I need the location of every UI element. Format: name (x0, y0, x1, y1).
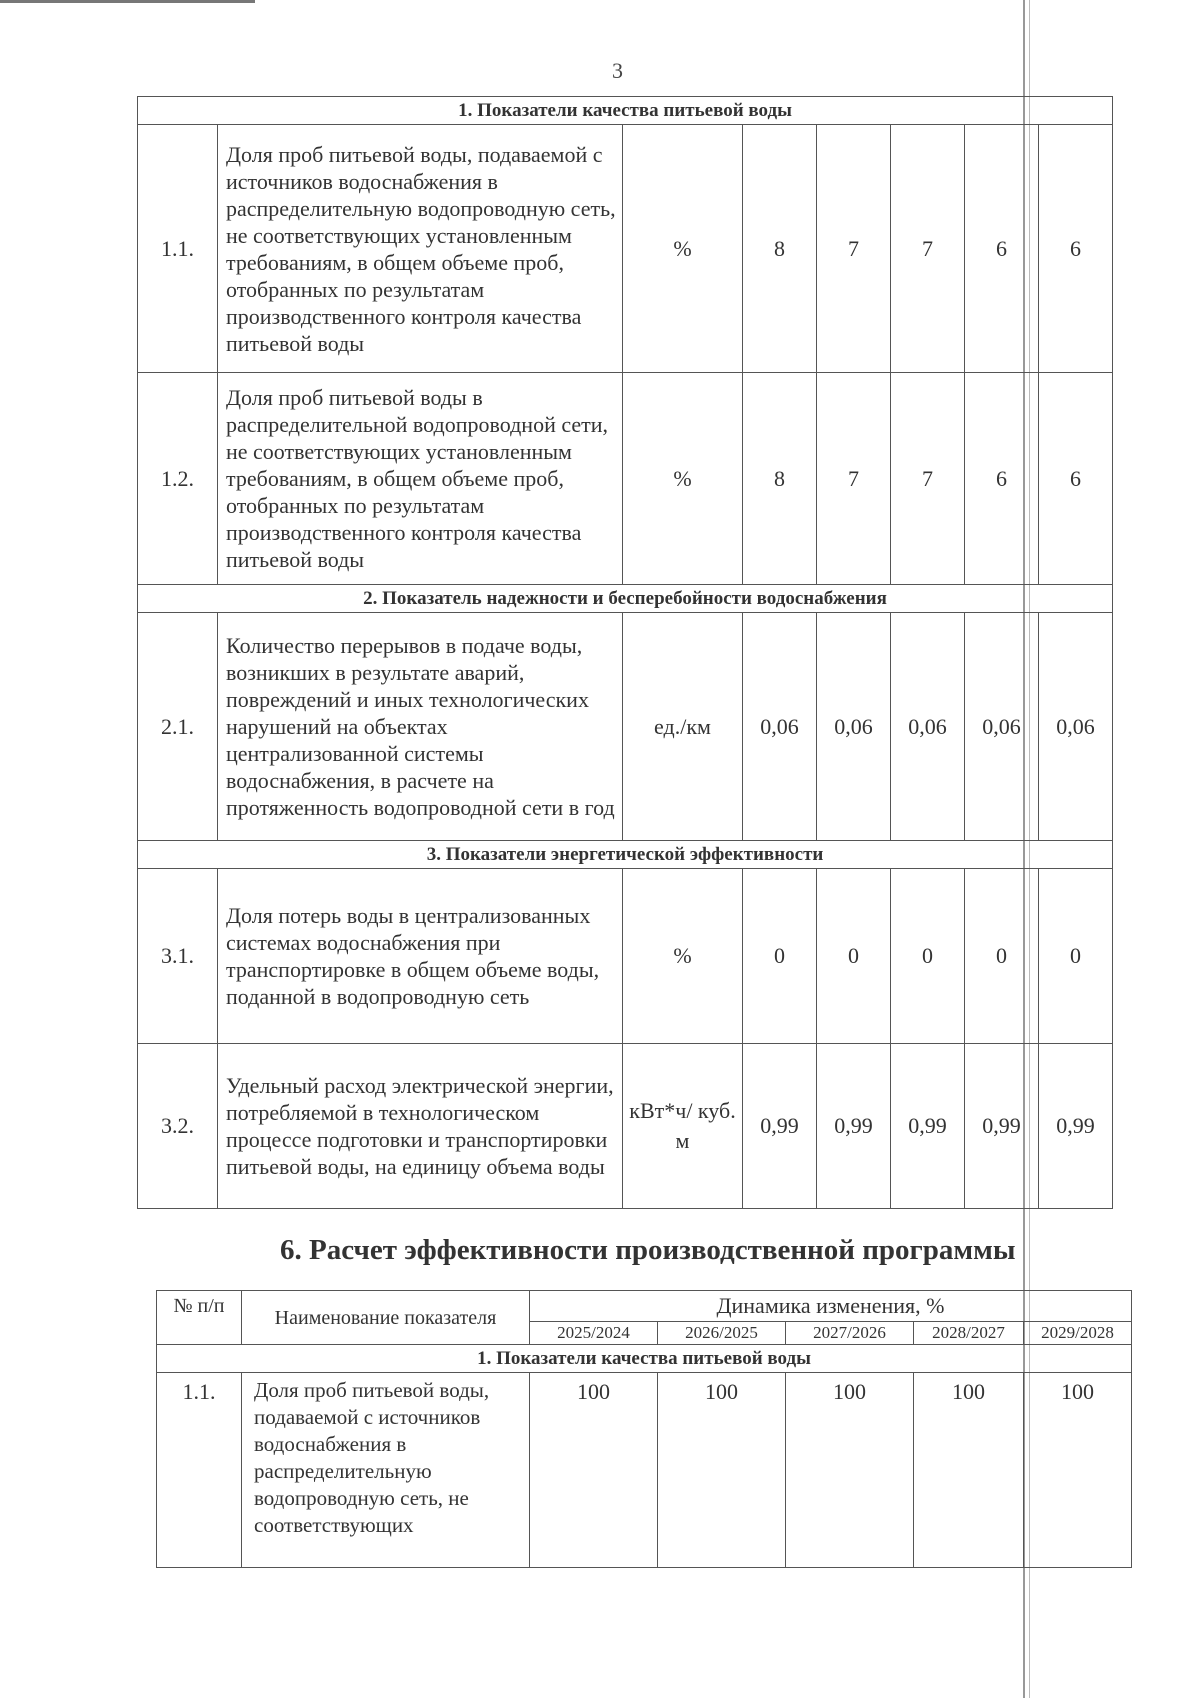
unit: % (623, 125, 743, 373)
value-cell: 100 (914, 1373, 1024, 1568)
value-cell: 0 (891, 869, 965, 1044)
value-cell: 0,99 (891, 1044, 965, 1209)
table-row (157, 1373, 1132, 1568)
value-cell: 0,06 (1039, 613, 1113, 841)
column-header-year: 2028/2027 (914, 1322, 1024, 1345)
section-header-quality: 1. Показатели качества питьевой воды (157, 1345, 1132, 1373)
indicator-name: Количество перерывов в подаче воды, возникших в результате аварий, повреждений и иных технологических нарушений на объектах централизованной системы водоснабжения, в расчете на протяженность водопроводной сети в год (218, 613, 623, 841)
section-header-reliability: 2. Показатель надежности и бесперебойности водоснабжения (138, 585, 1113, 613)
indicator-name: Доля проб питьевой воды, подаваемой с источников водоснабжения в распределительную водопроводную сеть, не соответствующих установленным требованиям, в общем объеме проб, отобранных по результатам производственного контроля качества питьевой воды (218, 125, 623, 373)
column-header-year: 2025/2024 (530, 1322, 658, 1345)
row-number: 1.1. (138, 125, 218, 373)
section-header-energy: 3. Показатели энергетической эффективности (138, 841, 1113, 869)
value-cell: 0 (817, 869, 891, 1044)
value-cell: 7 (891, 125, 965, 373)
value-cell: 8 (743, 125, 817, 373)
value-cell: 100 (530, 1373, 658, 1568)
value-cell: 8 (743, 373, 817, 585)
row-number: 1.2. (138, 373, 218, 585)
value-cell: 6 (965, 373, 1039, 585)
value-cell: 7 (817, 125, 891, 373)
table-row (138, 1044, 1113, 1209)
value-cell: 7 (817, 373, 891, 585)
row-number: 3.1. (138, 869, 218, 1044)
value-cell: 7 (891, 373, 965, 585)
section-header-quality: 1. Показатели качества питьевой воды (138, 97, 1113, 125)
section-heading: 6. Расчет эффективности производственной программы (280, 1234, 1016, 1266)
unit: кВт*ч/ куб. м (623, 1044, 743, 1209)
value-cell: 0,99 (1039, 1044, 1113, 1209)
value-cell: 0,06 (891, 613, 965, 841)
value-cell: 6 (1039, 125, 1113, 373)
value-cell: 0,06 (817, 613, 891, 841)
column-header-dynamics: Динамика изменения, % (530, 1291, 1132, 1322)
unit: % (623, 373, 743, 585)
row-number: 3.2. (138, 1044, 218, 1209)
column-header-number: № п/п (157, 1291, 242, 1345)
scan-edge-mark (0, 0, 255, 3)
value-cell: 6 (965, 125, 1039, 373)
value-cell: 100 (1024, 1373, 1132, 1568)
column-header-year: 2026/2025 (658, 1322, 786, 1345)
value-cell: 0 (965, 869, 1039, 1044)
value-cell: 0,06 (743, 613, 817, 841)
table-row (138, 373, 1113, 585)
efficiency-table (156, 1290, 1132, 1568)
column-header-year: 2027/2026 (786, 1322, 914, 1345)
row-number: 1.1. (157, 1373, 242, 1568)
value-cell: 0,99 (965, 1044, 1039, 1209)
table-row (138, 613, 1113, 841)
column-header-year: 2029/2028 (1024, 1322, 1132, 1345)
value-cell: 0 (1039, 869, 1113, 1044)
indicators-table (137, 96, 1113, 1209)
value-cell: 0 (743, 869, 817, 1044)
table-row (138, 869, 1113, 1044)
indicator-name: Доля проб питьевой воды в распределительной водопроводной сети, не соответствующих установленным требованиям, в общем объеме проб, отобранных по результатам производственного контроля качества питьевой воды (218, 373, 623, 585)
indicator-name: Доля проб питьевой воды, подаваемой с источников водоснабжения в распределительную водопроводную сеть, не соответствующих (242, 1373, 530, 1568)
indicator-name: Доля потерь воды в централизованных системах водоснабжения при транспортировке в общем объеме воды, поданной в водопроводную сеть (218, 869, 623, 1044)
column-header-name: Наименование показателя (242, 1291, 530, 1345)
unit: ед./км (623, 613, 743, 841)
table-row (138, 125, 1113, 373)
value-cell: 0,99 (743, 1044, 817, 1209)
value-cell: 6 (1039, 373, 1113, 585)
indicator-name: Удельный расход электрической энергии, потребляемой в технологическом процессе подготовки и транспортировки питьевой воды, на единицу объема воды (218, 1044, 623, 1209)
row-number: 2.1. (138, 613, 218, 841)
page-number: 3 (612, 58, 623, 83)
value-cell: 100 (786, 1373, 914, 1568)
value-cell: 0,99 (817, 1044, 891, 1209)
unit: % (623, 869, 743, 1044)
value-cell: 0,06 (965, 613, 1039, 841)
value-cell: 100 (658, 1373, 786, 1568)
